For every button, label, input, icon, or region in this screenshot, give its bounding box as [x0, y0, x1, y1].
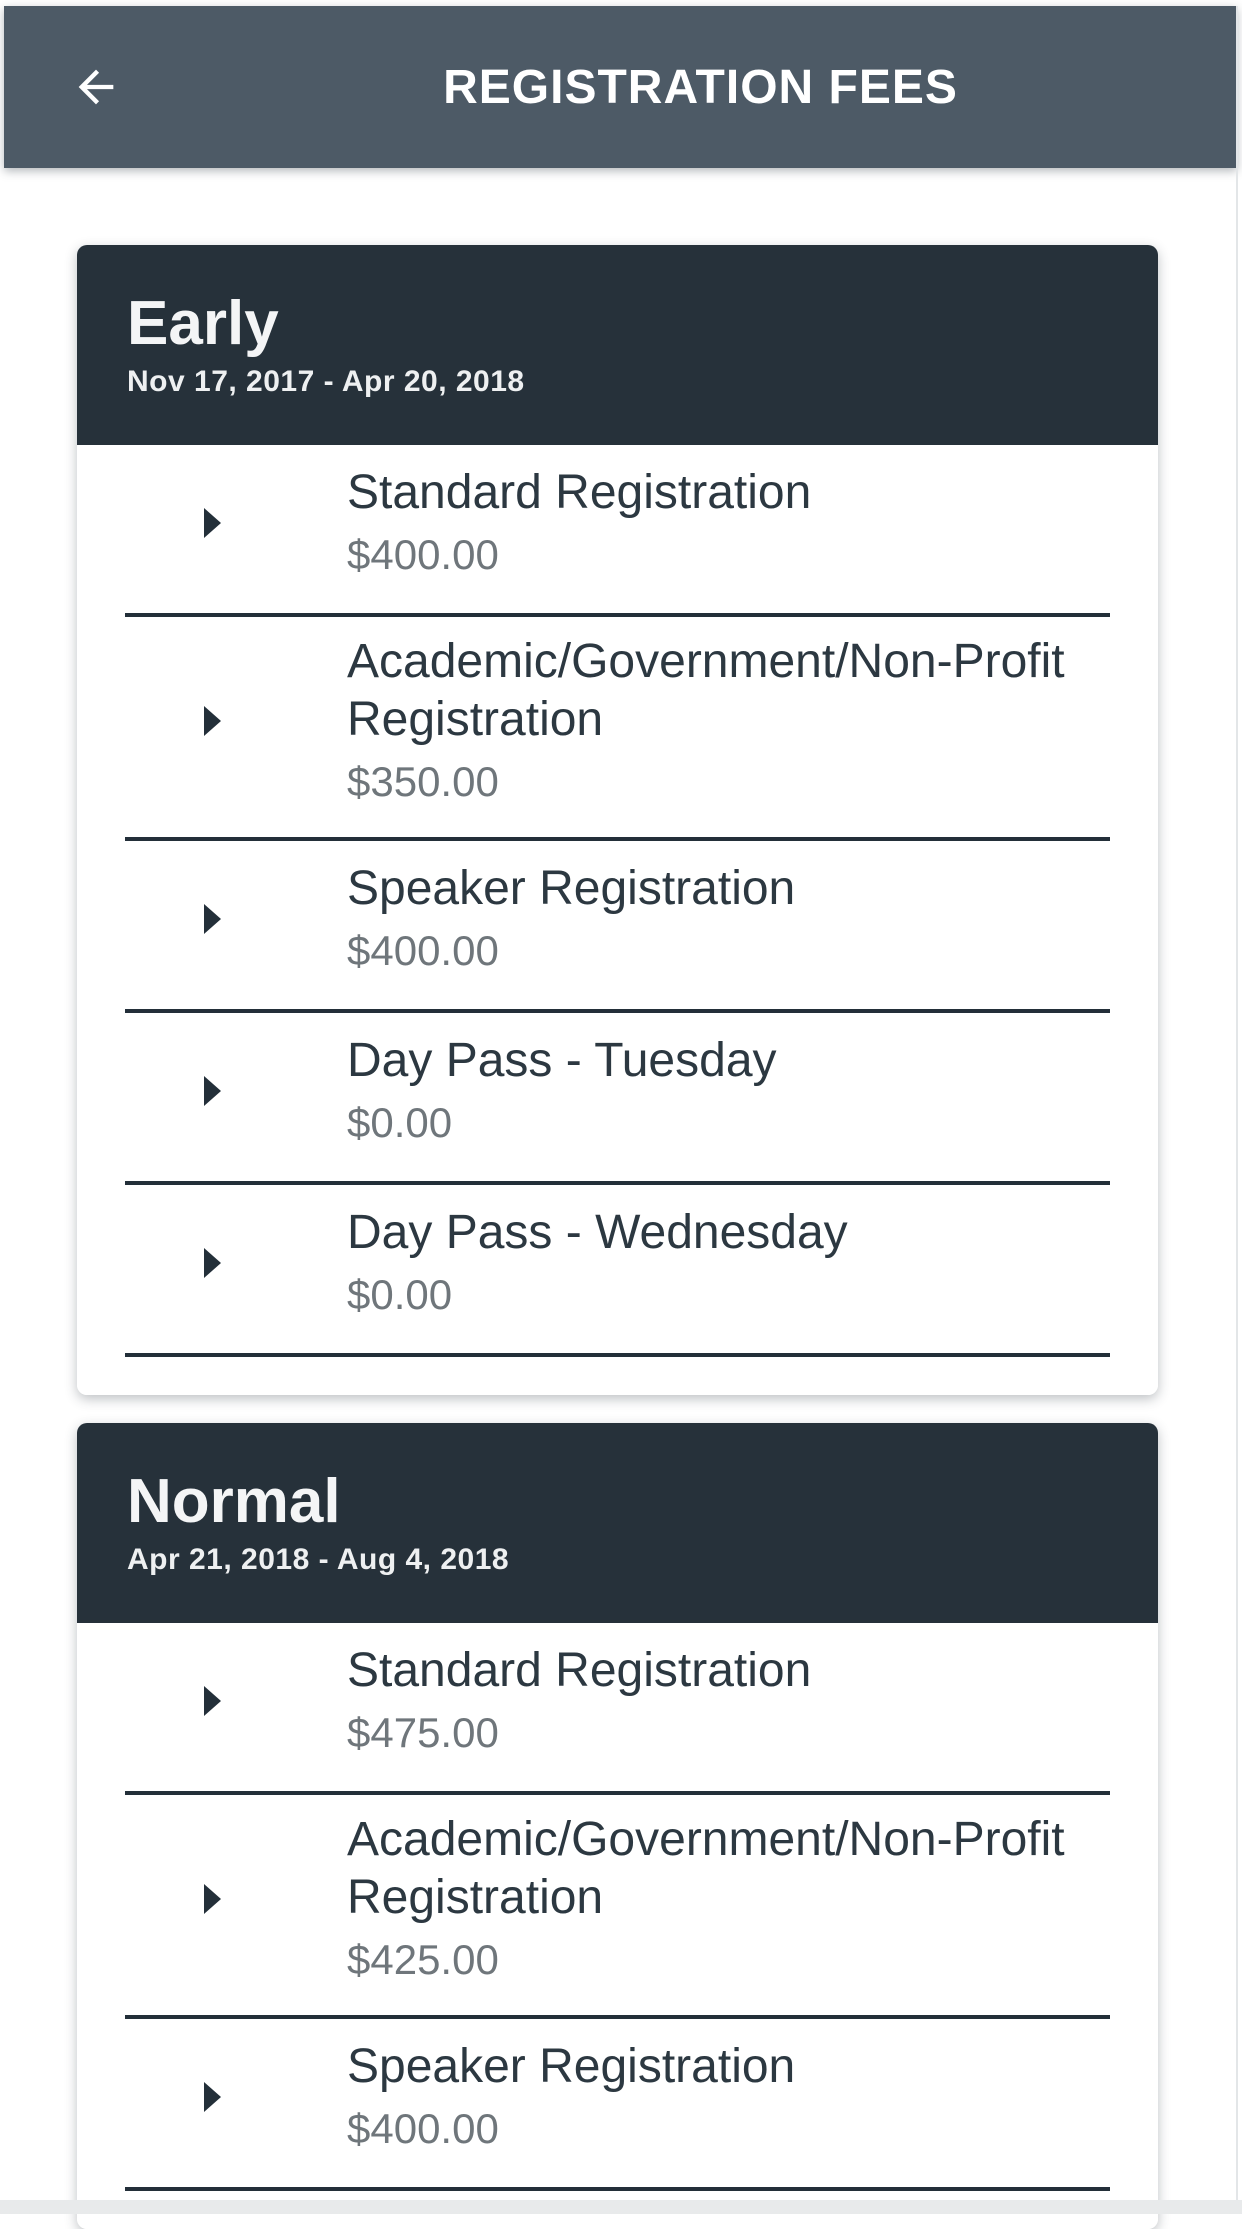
period-header-normal	[77, 1423, 1158, 1623]
page-title: REGISTRATION FEES	[443, 60, 958, 114]
fee-item-label: Academic/Government/Non-Profit Registration	[347, 635, 1065, 746]
period-header-early	[77, 245, 1158, 445]
fee-item-label: Speaker Registration	[347, 862, 796, 915]
back-button[interactable]	[4, 6, 164, 168]
arrow-left-icon	[58, 61, 110, 113]
caret-right-icon	[204, 1076, 221, 1106]
content	[0, 168, 1242, 2229]
fee-item-price: $475.00	[347, 1709, 499, 1756]
bottom-strip	[0, 2200, 1242, 2214]
fee-item-price: $400.00	[347, 531, 499, 578]
fee-item[interactable]	[77, 841, 1158, 1009]
caret-right-icon	[204, 1686, 221, 1716]
fee-item-price: $400.00	[347, 2105, 499, 2152]
fee-item-label: Standard Registration	[347, 466, 812, 519]
fee-period-card-early	[77, 245, 1158, 1395]
fee-item[interactable]	[77, 617, 1158, 837]
card-bottom-padding	[77, 1357, 1158, 1395]
fee-item[interactable]	[77, 2019, 1158, 2187]
fee-item[interactable]	[77, 1623, 1158, 1791]
fee-item[interactable]	[77, 1795, 1158, 2015]
fee-item[interactable]	[77, 1013, 1158, 1181]
fee-item-label: Day Pass - Wednesday	[347, 1206, 848, 1259]
app-bar	[4, 6, 1237, 168]
fee-item-price: $425.00	[347, 1936, 499, 1983]
fee-item[interactable]	[77, 1185, 1158, 1353]
fee-item[interactable]	[77, 445, 1158, 613]
period-date-range: Apr 21, 2018 - Aug 4, 2018	[127, 1543, 510, 1576]
fee-item-price: $0.00	[347, 1099, 453, 1146]
period-name: Normal	[127, 1467, 341, 1536]
period-name: Early	[127, 289, 279, 358]
fee-item-price: $400.00	[347, 927, 499, 974]
caret-right-icon	[204, 1248, 221, 1278]
fee-period-card-normal	[77, 1423, 1158, 2229]
fee-item-price: $0.00	[347, 1271, 453, 1318]
fee-item-label: Day Pass - Tuesday	[347, 1034, 777, 1087]
period-date-range: Nov 17, 2017 - Apr 20, 2018	[127, 365, 525, 398]
caret-right-icon	[204, 2082, 221, 2112]
fee-item-price: $350.00	[347, 758, 499, 805]
fee-item-label: Academic/Government/Non-Profit Registration	[347, 1813, 1065, 1924]
right-edge-line	[1236, 6, 1238, 2214]
caret-right-icon	[204, 508, 221, 538]
caret-right-icon	[204, 706, 221, 736]
caret-right-icon	[204, 1884, 221, 1914]
fee-item-label: Standard Registration	[347, 1644, 812, 1697]
caret-right-icon	[204, 904, 221, 934]
fee-item-label: Speaker Registration	[347, 2040, 796, 2093]
